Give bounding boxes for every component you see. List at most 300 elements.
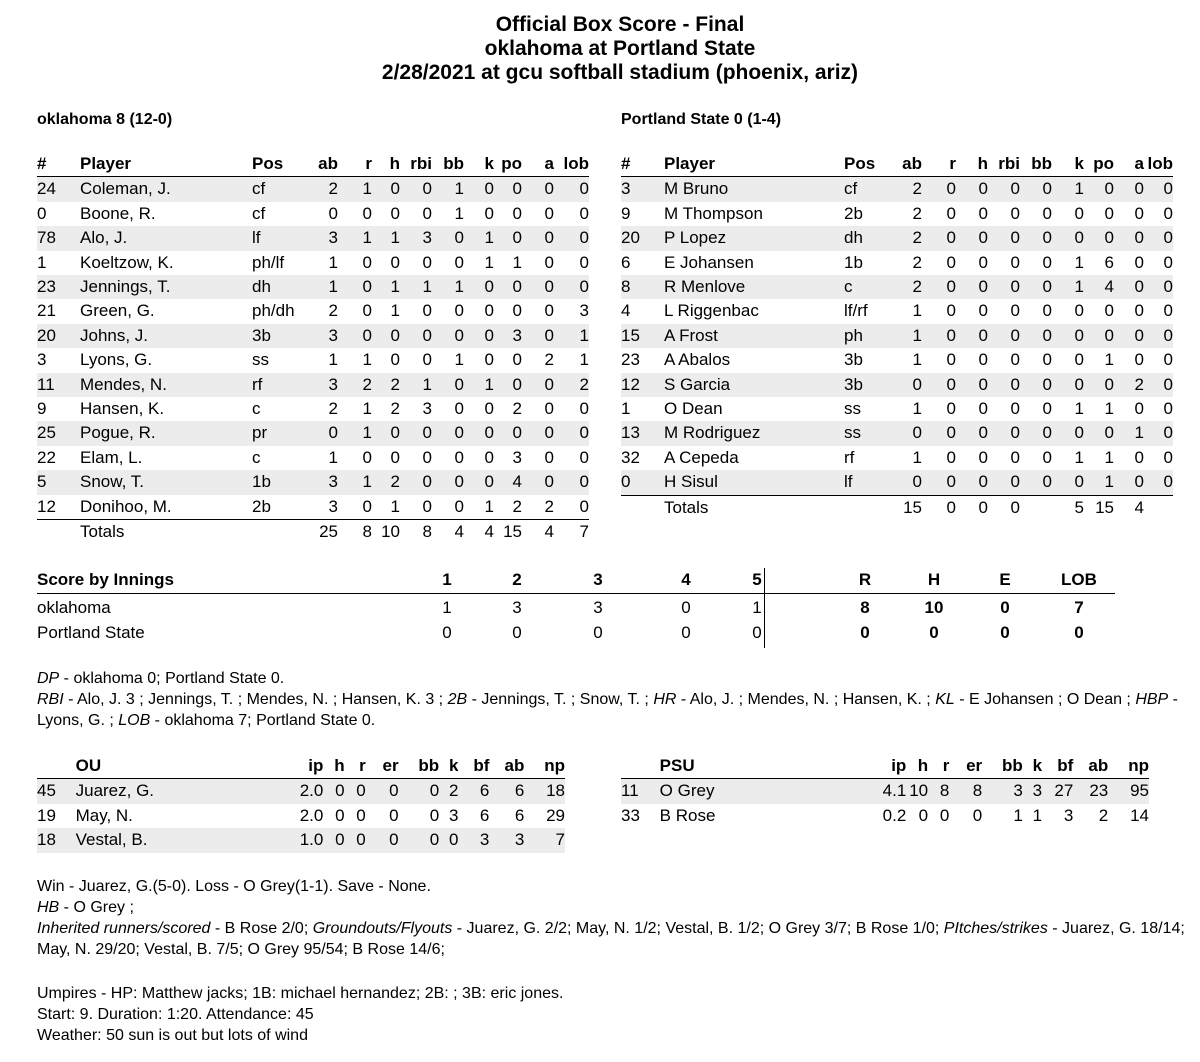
stat-cell: 2	[554, 373, 589, 397]
team-errors: 0	[1000, 598, 1010, 617]
stat-cell: 0	[1163, 203, 1173, 223]
pitching-row	[621, 779, 1149, 804]
stat-cell: 6	[621, 252, 631, 272]
stat-cell: 0	[972, 805, 983, 825]
stat-cell: 0	[988, 470, 1020, 495]
umpires-line: Umpires - HP: Matthew jacks; 1B: michael hernandez; 2B: ; 3B: eric jones.	[37, 985, 564, 1002]
decision-note: Win - Juarez, G.(5-0). Loss - O Grey(1-1). Save - None.	[37, 878, 431, 895]
innings-title: Score by Innings	[37, 570, 174, 589]
stat-cell: 19	[37, 805, 56, 825]
player-name: Koeltzow, K.	[80, 252, 174, 272]
stat-cell: 8	[928, 779, 949, 804]
stat-cell: pr	[252, 421, 302, 445]
stat-cell: 0	[494, 275, 522, 299]
stat-cell: ss	[252, 350, 269, 370]
stat-cell: 21	[37, 301, 56, 321]
stat-cell: 13	[621, 421, 664, 445]
stat-cell: 0	[400, 177, 432, 202]
note-text: - Jennings, T. ; Snow, T. ;	[467, 691, 654, 708]
totals-label: Totals	[80, 520, 252, 545]
stat-cell: 2	[1098, 805, 1109, 825]
stat-cell: 0	[1042, 301, 1052, 321]
note-label: HR	[653, 691, 677, 708]
stat-cell: ph/dh	[252, 301, 295, 321]
stat-cell: 0	[1042, 203, 1052, 223]
stat-cell: 0	[1020, 226, 1052, 250]
stat-cell: 0	[390, 350, 400, 370]
home-pitching-header	[621, 754, 1149, 779]
batting-row	[621, 275, 1173, 299]
column-header: ab	[504, 756, 525, 775]
inning-score: 0	[681, 598, 691, 617]
stat-cell: 2	[512, 496, 522, 516]
column-header: h	[389, 154, 400, 173]
stat-cell: 0	[494, 421, 522, 445]
stat-cell: 1	[912, 447, 922, 467]
pitching-row	[621, 804, 1149, 828]
column-header: ip	[308, 756, 324, 775]
stat-cell: 0	[554, 226, 589, 250]
stat-cell: 0	[338, 275, 372, 299]
stat-cell: 0	[579, 399, 589, 419]
stat-cell: 0	[1042, 447, 1052, 467]
stat-cell: 1	[892, 324, 922, 348]
stat-cell: 2	[892, 275, 922, 299]
player-name: P Lopez	[664, 226, 844, 250]
stat-cell: 0	[1144, 275, 1173, 299]
game-info	[37, 983, 1197, 1046]
stat-cell: 0	[946, 447, 956, 467]
stat-cell: 0	[988, 275, 1020, 299]
stat-cell: 0	[432, 324, 464, 348]
stat-cell: 18	[37, 828, 76, 852]
stat-cell: 23	[621, 350, 640, 370]
stat-cell: 29	[546, 805, 565, 825]
stat-cell: 0	[978, 252, 988, 272]
player-name: M Bruno	[664, 177, 844, 202]
stat-cell: 0	[946, 252, 956, 272]
stat-cell: 12	[37, 496, 56, 516]
stat-cell: 0	[1144, 421, 1173, 445]
stat-cell: 2.0	[299, 805, 324, 825]
column-header: bb	[443, 154, 464, 173]
stat-cell: 0	[1052, 421, 1084, 445]
stat-cell: 0	[1020, 470, 1052, 495]
stat-cell: 0	[432, 226, 464, 250]
total-cell: 15	[494, 520, 522, 545]
stat-cell: 15	[621, 324, 664, 348]
stat-cell: 1	[1052, 275, 1084, 299]
stat-cell: 0	[422, 203, 432, 223]
stat-cell: 0	[939, 805, 950, 825]
inning-score: 0	[681, 623, 691, 642]
stat-cell: 0	[522, 275, 554, 299]
stat-cell: 0	[484, 301, 494, 321]
stat-cell: 1	[338, 226, 372, 250]
stat-cell: 0	[1134, 399, 1144, 419]
stat-cell: 0	[922, 177, 956, 202]
stat-cell: 0	[1084, 177, 1114, 202]
hit-batter-note	[37, 897, 1197, 918]
column-header: k	[484, 154, 494, 173]
stat-cell: 0	[390, 203, 400, 223]
stat-cell: 0	[400, 470, 432, 494]
team-lob: 0	[1074, 623, 1084, 642]
stat-cell: 7	[524, 828, 565, 852]
player-name: O Grey	[660, 779, 841, 804]
stat-cell: 1b	[252, 470, 302, 494]
stat-cell: 20	[621, 226, 664, 250]
stat-cell: 20	[37, 324, 80, 348]
stat-cell: 0	[1144, 226, 1173, 250]
column-header: ab	[1088, 756, 1109, 775]
total-cell: 15	[1084, 495, 1114, 520]
stat-cell: 1b	[844, 252, 863, 272]
note-label: HB	[37, 899, 60, 916]
stat-cell: 0	[988, 373, 1020, 397]
stat-cell: 0	[454, 399, 464, 419]
stat-cell: 0	[362, 447, 372, 467]
box-score-title: Official Box Score - Final	[495, 13, 745, 36]
column-header: r	[359, 756, 366, 775]
inning-3-header: 3	[593, 570, 603, 589]
column-header: np	[544, 756, 565, 775]
stat-cell: 0	[544, 203, 554, 223]
stat-cell: 1	[400, 275, 432, 299]
stat-cell: 1	[1074, 399, 1084, 419]
stat-cell: 0	[484, 350, 494, 370]
total-cell: 25	[302, 520, 338, 545]
column-header	[37, 754, 76, 779]
inning-score: 0	[442, 623, 452, 642]
total-cell: 15	[892, 495, 922, 520]
stat-cell: 1	[554, 324, 589, 348]
stat-cell: 0	[422, 301, 432, 321]
stat-cell: 0	[439, 828, 458, 852]
stat-cell: 0	[1163, 301, 1173, 321]
batting-row	[37, 495, 589, 520]
stat-cell: 4	[621, 301, 631, 321]
stat-cell: 0	[554, 275, 589, 299]
batting-row	[37, 421, 589, 445]
stat-cell: 2	[544, 496, 554, 516]
team-errors: 0	[1000, 623, 1010, 642]
stat-cell: 0	[1163, 350, 1173, 370]
away-team-header: oklahoma 8 (12-0)	[37, 111, 173, 128]
stat-cell: 0	[922, 470, 956, 495]
player-name: Coleman, J.	[80, 177, 252, 202]
stat-cell: 0	[1020, 421, 1052, 445]
stat-cell: 0	[362, 301, 372, 321]
player-name: Mendes, N.	[80, 373, 252, 397]
home-batting-header	[621, 152, 1173, 177]
stat-cell: 0	[362, 203, 372, 223]
stat-cell: 0	[918, 805, 929, 825]
stat-cell: 0	[400, 324, 432, 348]
stat-cell: 0	[554, 177, 589, 202]
stat-cell: 0	[484, 399, 494, 419]
stat-cell: 0	[922, 421, 956, 445]
stat-cell: 0	[522, 470, 554, 494]
start-duration-attendance: Start: 9. Duration: 1:20. Attendance: 45	[37, 1006, 314, 1023]
stat-cell: 2	[328, 399, 338, 419]
inning-1-header: 1	[442, 570, 452, 589]
stat-cell: 3	[458, 828, 489, 852]
stat-cell: 1	[1104, 447, 1114, 467]
stat-cell: 1.0	[258, 828, 323, 852]
stat-cell: 0	[335, 805, 345, 825]
stat-cell: 2	[892, 177, 922, 202]
stat-cell: 3	[1023, 779, 1042, 804]
game-notes	[37, 668, 1197, 731]
stat-cell: 0	[1163, 447, 1173, 467]
stat-cell: 0	[422, 496, 432, 516]
innings-header-row	[37, 568, 1097, 592]
stat-cell: 0	[522, 226, 554, 250]
stat-cell: 3	[982, 779, 1023, 804]
innings-row-home	[37, 621, 1097, 645]
stat-cell: 0	[399, 779, 440, 804]
column-header: er	[966, 756, 983, 775]
stat-cell: 0	[1074, 350, 1084, 370]
stat-cell: ph/lf	[252, 252, 285, 272]
column-header: a	[544, 154, 554, 173]
stat-cell: 0	[464, 275, 494, 299]
player-name: M Thompson	[664, 203, 763, 223]
column-header: ab	[902, 154, 922, 173]
stat-cell: 3b	[844, 373, 892, 397]
stat-cell: 3	[621, 177, 664, 202]
lob-header: LOB	[1061, 570, 1097, 589]
column-header: h	[917, 756, 929, 775]
pitching-notes	[37, 876, 1197, 960]
stat-cell: 0	[1042, 399, 1052, 419]
note-label: RBI	[37, 691, 64, 708]
stat-cell: 0	[1163, 399, 1173, 419]
away-batting-table	[37, 152, 589, 545]
player-name: Snow, T.	[80, 470, 252, 494]
stat-cell: 10	[906, 779, 928, 804]
stat-cell: 0	[946, 399, 956, 419]
stat-cell: 3	[302, 324, 338, 348]
inning-score: 1	[752, 598, 762, 617]
stat-cell: 0	[946, 301, 956, 321]
inning-score: 0	[593, 623, 603, 642]
stat-cell: 1	[454, 350, 464, 370]
stat-cell: 0	[956, 177, 988, 202]
stat-cell: 1	[432, 177, 464, 202]
stat-cell: 0	[400, 421, 432, 445]
stat-cell: rf	[844, 447, 855, 467]
batting-row	[621, 299, 1173, 323]
player-name: L Riggenbac	[664, 301, 759, 321]
stat-cell: cf	[844, 177, 892, 202]
player-name: A Cepeda	[664, 447, 739, 467]
stat-cell: 0	[302, 421, 338, 445]
player-name: H Sisul	[664, 470, 844, 495]
stat-cell: lf	[844, 470, 892, 495]
stat-cell: 0	[1134, 252, 1144, 272]
stat-cell: 0	[494, 226, 522, 250]
stat-cell: 1	[372, 275, 400, 299]
stat-cell: 2	[439, 779, 458, 804]
stat-cell: 1	[1052, 177, 1084, 202]
note-text: - oklahoma 7; Portland State 0.	[150, 712, 376, 729]
batting-row	[621, 446, 1173, 470]
away-pitching-table	[37, 754, 565, 853]
stat-cell: 0	[512, 203, 522, 223]
stat-cell: 0	[1134, 447, 1144, 467]
stat-cell: 0	[1144, 177, 1173, 202]
stat-cell: 0	[1010, 301, 1020, 321]
stat-cell: 0	[1010, 350, 1020, 370]
batting-row	[37, 373, 589, 397]
column-header: bb	[418, 756, 440, 775]
stat-cell: 0	[512, 350, 522, 370]
stat-cell: 0	[1052, 373, 1084, 397]
stat-cell: 0	[432, 421, 464, 445]
stat-cell: 0	[554, 421, 589, 445]
stat-cell: 3	[302, 226, 338, 250]
stat-cell: 1	[1032, 805, 1043, 825]
home-batting-table	[621, 152, 1173, 520]
stat-cell: dh	[252, 275, 302, 299]
stat-cell: 0	[522, 324, 554, 348]
batting-row	[37, 177, 589, 202]
note-text: - B Rose 2/0;	[210, 920, 313, 937]
stat-cell: 2	[328, 301, 338, 321]
team-runs: 0	[860, 623, 870, 642]
batting-row	[37, 275, 589, 299]
stat-cell: 0	[988, 226, 1020, 250]
stat-cell: 0	[328, 203, 338, 223]
stat-cell: 14	[1130, 805, 1149, 825]
double-plays-note	[37, 668, 1197, 689]
player-name: Elam, L.	[80, 447, 143, 467]
stat-cell: 1	[362, 350, 372, 370]
column-header: lob	[1147, 154, 1173, 173]
stat-cell: 0	[988, 324, 1020, 348]
stat-cell: 0	[1020, 177, 1052, 202]
game-date-venue: 2/28/2021 at gcu softball stadium (phoenix, ariz)	[381, 61, 859, 84]
stat-cell: 1	[512, 252, 522, 272]
stat-cell: 0	[922, 373, 956, 397]
stat-cell: 1	[338, 470, 372, 494]
stat-cell: 0	[522, 373, 554, 397]
innings-row-away	[37, 596, 1097, 620]
stat-cell: ss	[844, 421, 892, 445]
stat-cell: 3	[422, 399, 432, 419]
stat-cell: 3	[400, 226, 432, 250]
player-name: A Abalos	[664, 350, 731, 370]
stat-cell: 25	[37, 421, 80, 445]
stat-cell: 0	[422, 447, 432, 467]
stat-cell: 0	[988, 177, 1020, 202]
note-label: KL	[935, 691, 955, 708]
column-header: PSU	[659, 756, 695, 775]
stat-cell: 1	[464, 226, 494, 250]
column-header: ab	[318, 154, 338, 173]
stat-cell: cf	[252, 203, 266, 223]
stat-cell: 0	[946, 203, 956, 223]
column-header: po	[1093, 154, 1114, 173]
stat-cell: 0	[429, 805, 440, 825]
stat-cell: 0	[522, 177, 554, 202]
player-name: M Rodriguez	[664, 421, 844, 445]
stat-cell: 0	[1010, 252, 1020, 272]
batting-row	[37, 470, 589, 494]
stat-cell: 6	[489, 779, 524, 804]
stat-cell: c	[252, 447, 261, 467]
stat-cell: 2	[302, 177, 338, 202]
stat-cell: 2.0	[258, 779, 323, 804]
player-name: B Rose	[659, 805, 716, 825]
stat-cell: 1	[1104, 399, 1114, 419]
stat-cell: 0	[484, 203, 494, 223]
player-name: O Dean	[664, 399, 723, 419]
player-name: Vestal, B.	[76, 828, 259, 852]
column-header: r	[942, 756, 950, 775]
innings-team-name: Portland State	[37, 623, 145, 642]
note-label: Inherited runners/scored	[37, 920, 211, 937]
stat-cell: 0	[956, 421, 988, 445]
stat-cell: 0	[484, 447, 494, 467]
weather-line: Weather: 50 sun is out but lots of wind	[37, 1027, 308, 1044]
team-hits: 0	[929, 623, 939, 642]
stat-cell: 0	[1052, 226, 1084, 250]
away-batting-header	[37, 152, 589, 177]
note-text: - Juarez, G. 18/14; May, N. 29/20; Vestal, B. 7/5; O Grey 95/54; B Rose 14/6;	[37, 920, 1185, 958]
stat-cell: 24	[37, 177, 80, 202]
batting-row	[621, 324, 1173, 348]
stat-cell: 2	[512, 399, 522, 419]
column-header: lob	[563, 154, 589, 173]
stat-cell: 0	[494, 373, 522, 397]
stat-cell: 0	[1144, 373, 1173, 397]
stat-cell: 0	[1134, 203, 1144, 223]
stat-cell: 18	[524, 779, 565, 804]
stat-cell: 0	[922, 226, 956, 250]
total-cell	[37, 520, 80, 545]
stat-cell: 0	[978, 301, 988, 321]
total-cell: 0	[922, 495, 956, 520]
stat-cell: 4	[1084, 275, 1114, 299]
stat-cell: 0	[464, 421, 494, 445]
total-cell: 4	[522, 520, 554, 545]
batting-row	[621, 373, 1173, 397]
stat-cell: 0	[356, 805, 366, 825]
stat-cell: 3	[512, 447, 522, 467]
stat-cell: 0	[454, 447, 464, 467]
stat-cell: 1	[464, 373, 494, 397]
stat-cell: 2	[1114, 373, 1144, 397]
stat-cell: 0	[345, 779, 366, 804]
note-label: PItches/strikes	[943, 920, 1048, 937]
stat-cell: 2	[372, 373, 400, 397]
stat-cell: 0	[37, 203, 47, 223]
stat-cell: 0	[362, 496, 372, 516]
stat-cell: 0	[1074, 203, 1084, 223]
stat-cell: 1	[37, 252, 47, 272]
stat-cell: 1	[338, 177, 372, 202]
stat-cell: 9	[37, 399, 47, 419]
stat-cell: 12	[621, 373, 664, 397]
stat-cell: 0	[1052, 324, 1084, 348]
batting-row	[37, 348, 589, 372]
stat-cell: 2	[912, 252, 922, 272]
note-label: 2B	[447, 691, 468, 708]
team-runs: 8	[860, 598, 870, 617]
